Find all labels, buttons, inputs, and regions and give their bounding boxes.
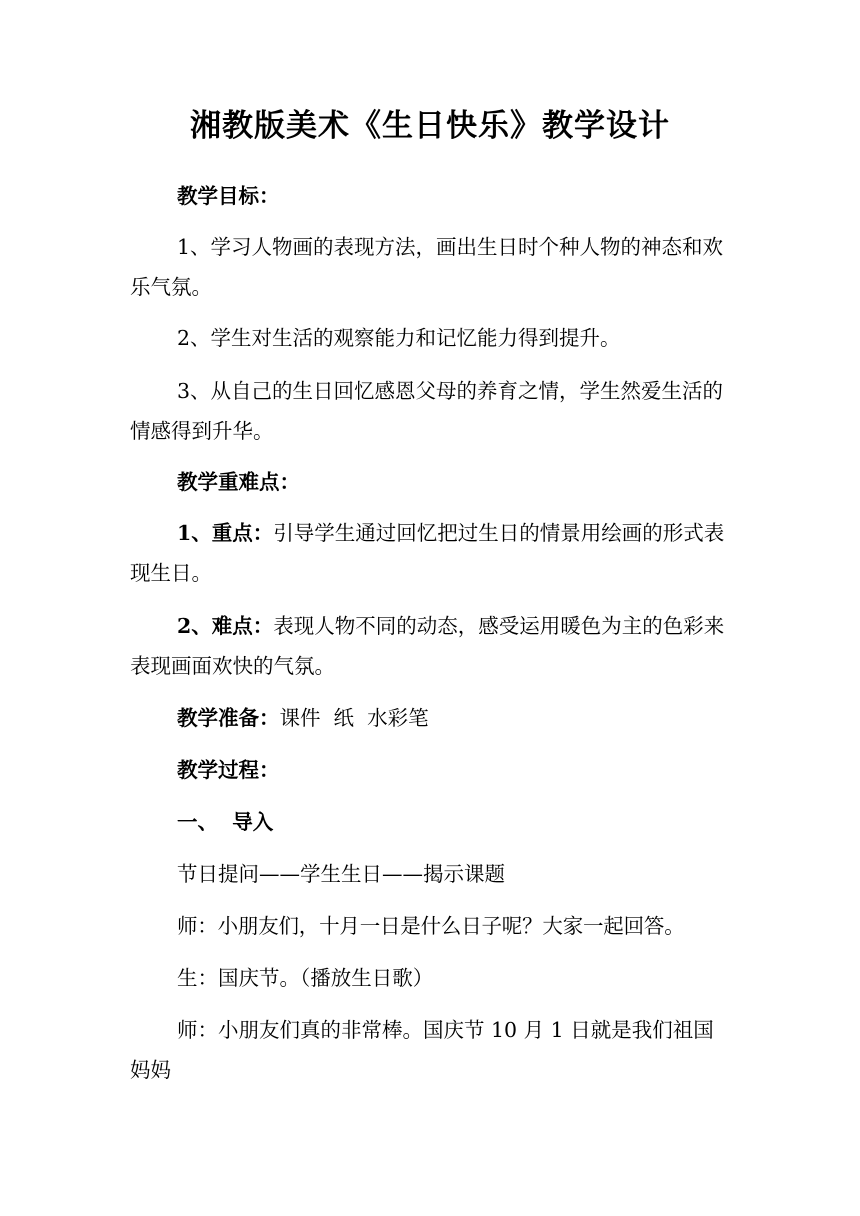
- dialogue-line-3: 师：小朋友们真的非常棒。国庆节 10 月 1 日就是我们祖国妈妈: [130, 1018, 714, 1082]
- dialogue-line-2: 生：国庆节。（播放生日歌）: [177, 966, 434, 990]
- objective-item-2: 2、学生对生活的观察能力和记忆能力得到提升。: [177, 326, 621, 350]
- section-one-heading: 一、 导入: [177, 810, 274, 834]
- difficult-point-label: 2、难点：: [177, 614, 274, 638]
- key-point-label: 1、重点：: [177, 521, 274, 545]
- difficult-point-text: 表现人物不同的动态，感受运用暖色为主的色彩来表现画面欢快的气氛。: [130, 614, 725, 678]
- intro-line: 节日提问——学生生日——揭示课题: [177, 862, 505, 886]
- key-point-text: 引导学生通过回忆把过生日的情景用绘画的形式表现生日。: [130, 521, 725, 585]
- key-points-heading: 教学重难点：: [177, 470, 300, 494]
- key-point-paragraph: [130, 513, 730, 593]
- process-heading: 教学过程：: [177, 758, 280, 782]
- objectives-heading: 教学目标：: [177, 184, 280, 208]
- objective-item-1: 1、学习人物画的表现方法，画出生日时个种人物的神态和欢乐气氛。: [130, 235, 724, 299]
- difficult-point-paragraph: [130, 606, 730, 686]
- dialogue-line-1: 师：小朋友们，十月一日是什么日子呢？大家一起回答。: [177, 914, 685, 938]
- document-title: 湘教版美术《生日快乐》教学设计: [190, 108, 670, 144]
- preparation-label: 教学准备：: [177, 706, 280, 730]
- objective-item-3: 3、从自己的生日回忆感恩父母的养育之情，学生然爱生活的情感得到升华。: [130, 379, 724, 443]
- preparation-text: 课件 纸 水彩笔: [279, 706, 429, 730]
- preparation-line: [130, 698, 730, 738]
